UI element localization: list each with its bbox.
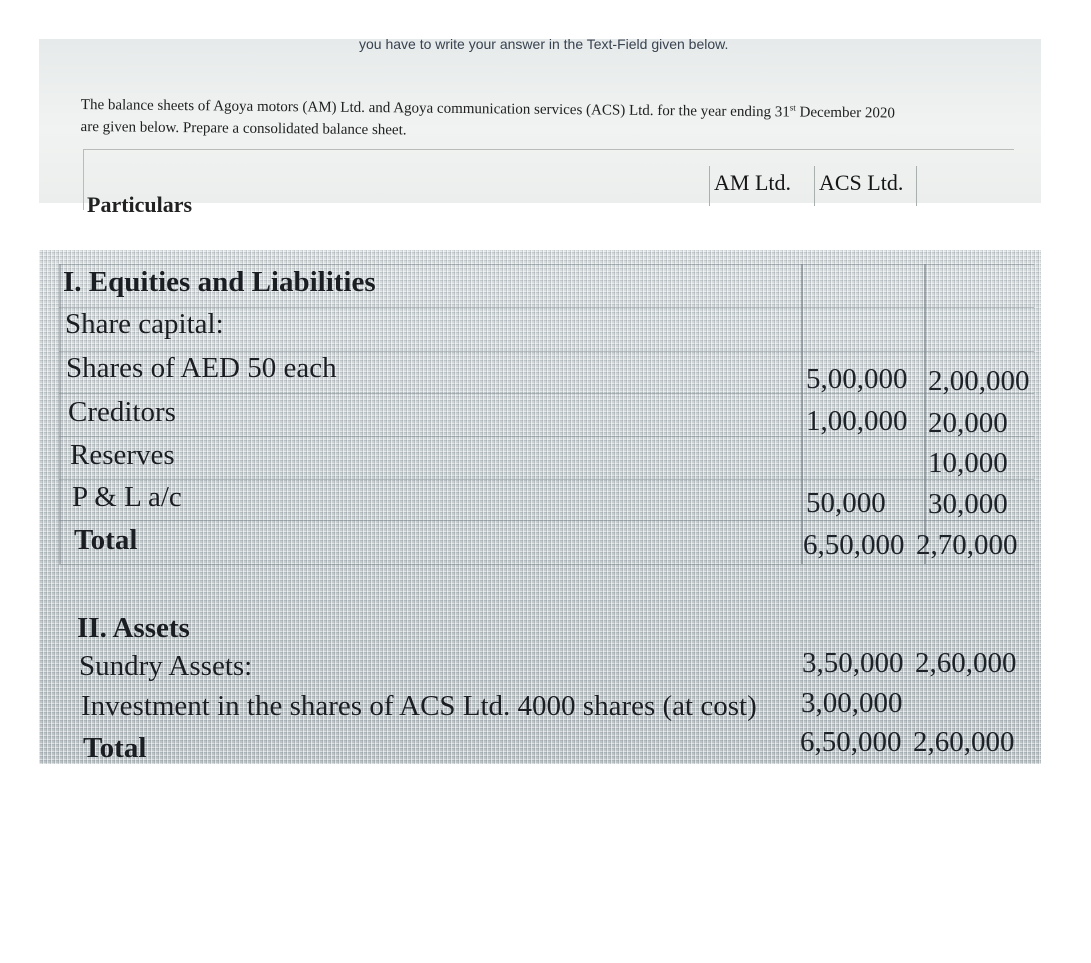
- value-creditors-am: 1,00,000: [806, 405, 908, 437]
- table-gridline: [59, 264, 1034, 265]
- value-total-equities-acs: 2,70,000: [916, 529, 1018, 561]
- value-shares-am: 5,00,000: [806, 363, 908, 395]
- value-investment-am: 3,00,000: [801, 687, 903, 719]
- row-label-creditors: Creditors: [68, 396, 176, 428]
- value-total-equities-am: 6,50,000: [803, 529, 905, 561]
- column-divider: [709, 166, 710, 206]
- table-gridline: [801, 264, 803, 564]
- ordinal-suffix: st: [789, 102, 796, 113]
- column-header-acs: ACS Ltd.: [819, 170, 904, 195]
- table-gridline: [59, 264, 61, 564]
- row-label-shares: Shares of AED 50 each: [66, 352, 337, 384]
- section-heading-equities: I. Equities and Liabilities: [63, 266, 376, 298]
- value-total-assets-am: 6,50,000: [800, 726, 902, 758]
- column-divider: [814, 166, 815, 206]
- value-shares-acs: 2,00,000: [928, 365, 1030, 397]
- value-total-assets-acs: 2,60,000: [913, 726, 1015, 758]
- question-line2: are given below. Prepare a consolidated balance sheet.: [80, 118, 407, 139]
- row-label-total-assets: Total: [83, 732, 147, 764]
- column-divider: [916, 166, 917, 206]
- column-header-particulars: Particulars: [87, 192, 193, 217]
- row-label-pl: P & L a/c: [72, 481, 182, 513]
- table-gridline: [59, 520, 1034, 521]
- table-gridline: [924, 264, 926, 564]
- row-label-total-equities: Total: [74, 524, 138, 556]
- value-reserves-acs: 10,000: [928, 447, 1008, 479]
- value-sundry-am: 3,50,000: [802, 647, 904, 679]
- value-pl-am: 50,000: [806, 487, 886, 519]
- question-header-photo: [39, 36, 1041, 217]
- table-gridline: [59, 564, 1034, 565]
- row-label-sundry-assets: Sundry Assets:: [79, 650, 253, 682]
- question-text: [80, 89, 1090, 149]
- question-line1: The balance sheets of Agoya motors (AM) Ltd. and Agoya communication services (ACS) Ltd. for the year ending 31st December 2020: [80, 96, 896, 122]
- value-creditors-acs: 20,000: [928, 407, 1008, 439]
- section-heading-assets: II. Assets: [77, 612, 190, 644]
- value-pl-acs: 30,000: [928, 488, 1008, 520]
- row-label-investment: Investment in the shares of ACS Ltd. 4000 shares (at cost): [81, 690, 757, 722]
- table-gridline: [59, 479, 1034, 480]
- row-label-share-capital: Share capital:: [65, 308, 224, 340]
- balance-sheet-photo: [39, 250, 1041, 764]
- row-label-reserves: Reserves: [70, 439, 175, 471]
- value-sundry-acs: 2,60,000: [915, 647, 1017, 679]
- column-header-am: AM Ltd.: [714, 170, 791, 195]
- instruction-text: you have to write your answer in the Text-Field given below.: [359, 36, 729, 52]
